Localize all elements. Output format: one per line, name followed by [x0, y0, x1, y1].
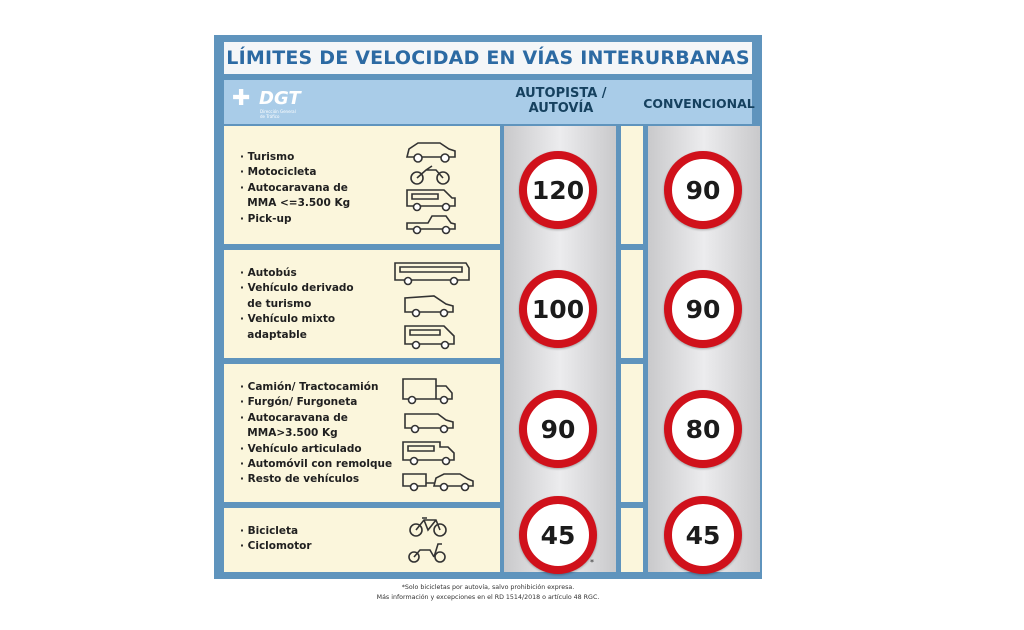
vehicle-list-item: · Autocaravana de — [240, 411, 348, 424]
speed-limit-sign — [664, 496, 742, 574]
pickup-icon — [404, 212, 458, 236]
truck-icon — [400, 376, 456, 406]
van-icon — [402, 292, 456, 318]
bicycle-icon — [408, 514, 448, 538]
title-box — [224, 42, 752, 74]
minibus-icon — [402, 322, 458, 350]
footnote-line-2: Más información y excepciones en el RD 1514/2018 o artículo 48 RGC. — [376, 594, 600, 601]
column-header-autopista-line1: AUTOPISTA / — [515, 86, 607, 101]
vehicle-list-item: de turismo — [240, 297, 312, 310]
speed-limit-value: 90 — [685, 175, 721, 205]
vehicle-list-item: · Camión/ Tractocamión — [240, 381, 379, 393]
motorcycle-icon — [408, 162, 452, 186]
logo-name: DGT — [259, 88, 301, 109]
logo-subtitle: Dirección General de Tráfico — [260, 109, 296, 119]
vehicle-list-item: · Autobús — [240, 267, 297, 279]
motorhome-icon — [404, 186, 458, 212]
vehicle-list-item: · Resto de vehículos — [240, 473, 360, 486]
vehicle-list-item: MMA <=3.500 Kg — [240, 197, 351, 210]
vehicle-list-4 — [240, 524, 312, 555]
vehicle-list-1 — [240, 150, 350, 227]
column-header-autopista — [506, 86, 616, 116]
vehicle-list-item: · Turismo — [240, 151, 295, 163]
divider-strip — [621, 250, 643, 358]
speed-limit-value: 120 — [531, 175, 585, 205]
vehicle-list-item: · Vehículo articulado — [240, 442, 362, 455]
divider-strip — [621, 364, 643, 502]
speed-limit-sign — [519, 270, 597, 348]
dgt-logo — [232, 88, 312, 120]
speed-limit-value: 100 — [531, 294, 585, 324]
vehicle-list-item: · Autocaravana de — [240, 181, 348, 194]
page-title: LÍMITES DE VELOCIDAD EN VÍAS INTERURBANAS — [226, 47, 750, 69]
divider-strip — [621, 508, 643, 572]
speed-limit-sign — [664, 270, 742, 348]
delivery-van-icon — [402, 410, 456, 434]
vehicle-list-item: · Automóvil con remolque — [240, 458, 393, 471]
speed-limit-value: 90 — [685, 294, 721, 324]
speed-limit-value: 90 — [540, 414, 576, 444]
camper-icon — [400, 438, 458, 466]
vehicle-list-2 — [240, 266, 354, 343]
vehicle-list-item: · Motocicleta — [240, 166, 317, 179]
vehicle-list-item: · Ciclomotor — [240, 540, 312, 553]
speed-limit-value: 45 — [685, 520, 721, 550]
column-header-convencional: CONVENCIONAL — [643, 96, 755, 111]
speed-limit-sign — [519, 496, 597, 574]
column-header-autopista-line2: AUTOVÍA — [528, 101, 594, 116]
speed-limit-sign — [664, 390, 742, 468]
car-with-trailer-icon — [400, 468, 476, 494]
car-icon — [404, 138, 458, 164]
vehicle-list-3 — [240, 380, 392, 488]
vehicle-list-item: · Vehículo mixto — [240, 313, 336, 326]
speed-limit-sign — [519, 151, 597, 229]
footnote-line-1: *Solo bicicletas por autovía, salvo prohibición expresa. — [401, 584, 575, 591]
bus-icon — [392, 260, 472, 286]
moped-icon — [406, 540, 448, 564]
asterisk-mark: * — [590, 558, 594, 567]
vehicle-list-item: MMA>3.500 Kg — [240, 427, 338, 440]
speed-limit-sign — [519, 390, 597, 468]
speed-limit-sign — [664, 151, 742, 229]
vehicle-list-item: · Bicicleta — [240, 525, 299, 537]
speed-limit-value: 80 — [685, 414, 721, 444]
vehicle-list-item: · Furgón/ Furgoneta — [240, 396, 358, 409]
vehicle-list-item: · Vehículo derivado — [240, 282, 354, 295]
vehicle-list-item: adaptable — [240, 328, 307, 341]
vehicle-list-item: · Pick-up — [240, 212, 292, 225]
divider-strip — [621, 126, 643, 244]
speed-limit-value: 45 — [540, 520, 576, 550]
dgt-mark-icon: ✚ — [232, 86, 251, 111]
